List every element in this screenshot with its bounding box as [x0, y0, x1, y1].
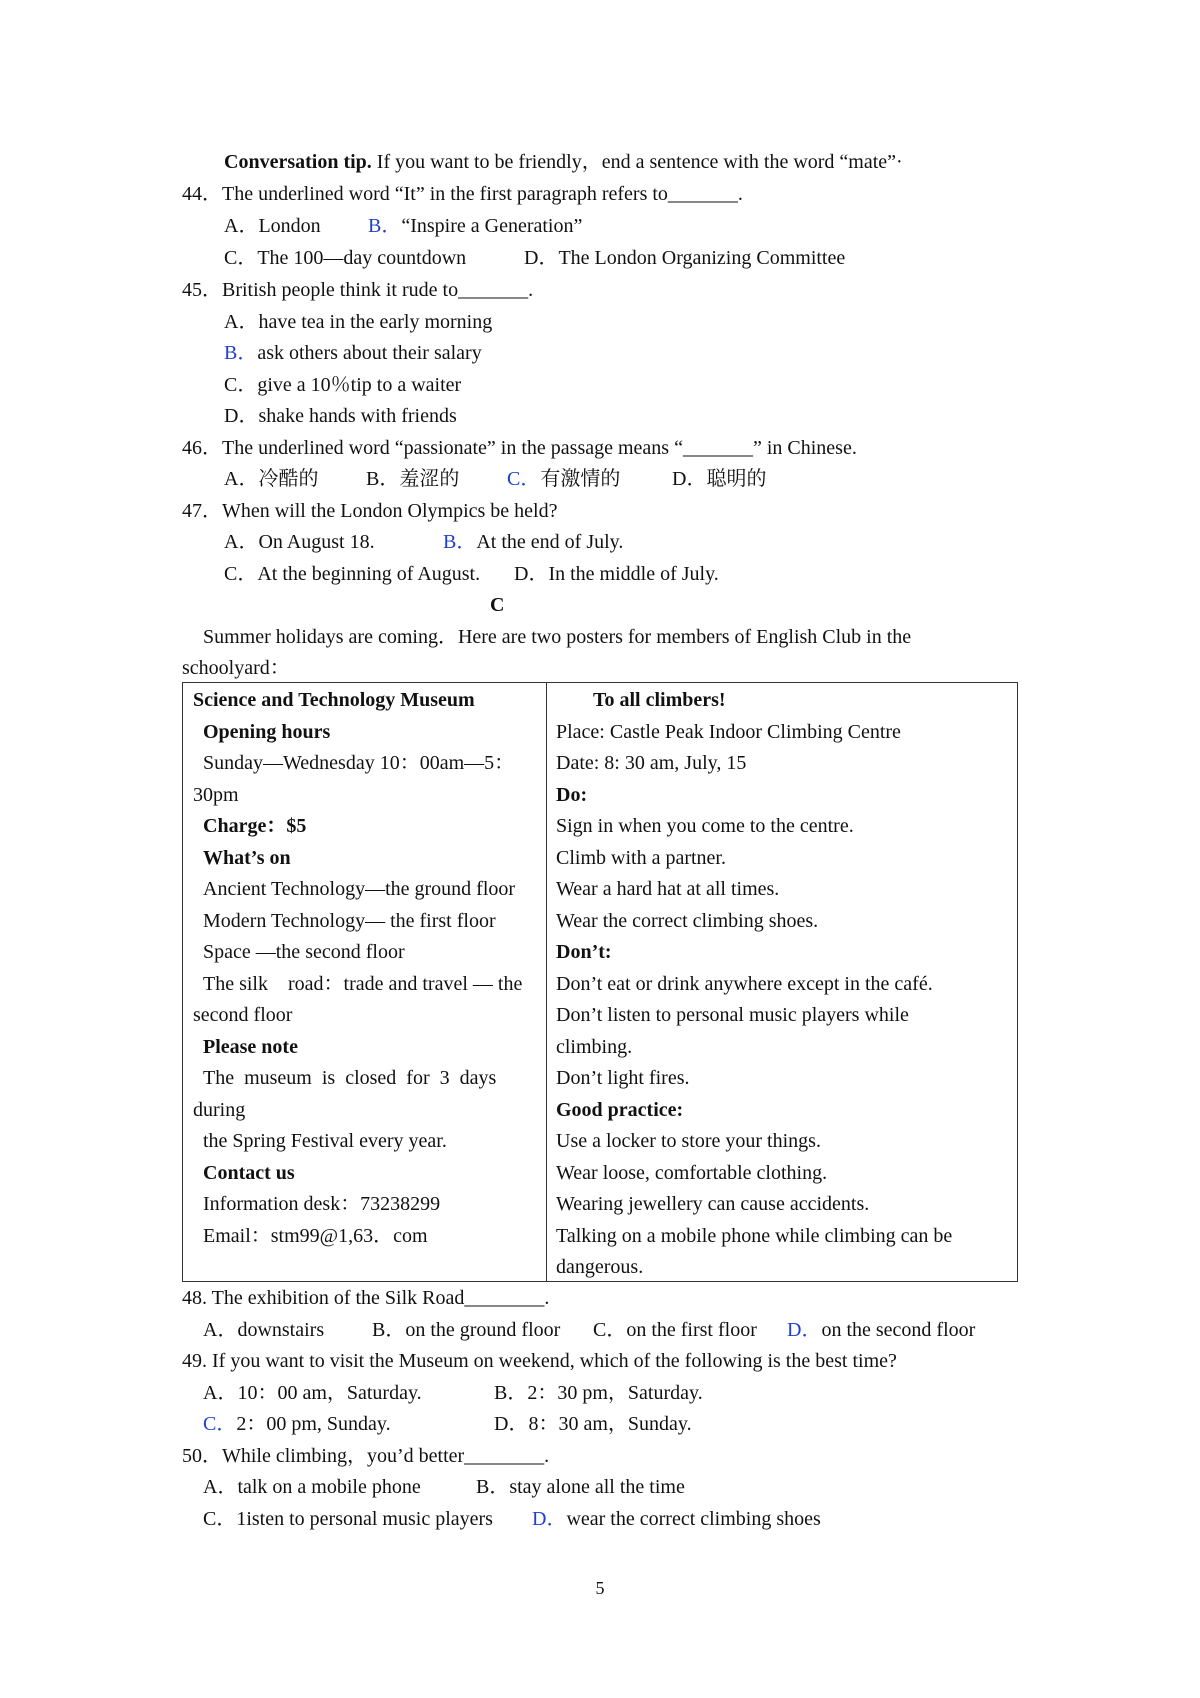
answer-letter: B．: [368, 215, 402, 237]
question-46: [182, 434, 857, 462]
question-stem: When will the London Olympics be held?: [222, 500, 558, 522]
whats-on-label: What’s on: [203, 847, 291, 869]
option-text: At the end of July.: [476, 531, 624, 553]
q50-option-a: A．talk on a mobile phone: [203, 1476, 421, 1498]
option-text: wear the correct climbing shoes: [566, 1508, 821, 1530]
do-item: Wear the correct climbing shoes.: [556, 910, 819, 932]
q45-option-c: C．give a 10％tip to a waiter: [224, 374, 462, 396]
climbing-date: Date: 8: 30 am, July, 15: [556, 752, 747, 774]
answer-letter: D．: [787, 1319, 822, 1341]
q47-option-b: [443, 528, 623, 556]
question-47: [182, 497, 557, 525]
exhibit-silk-road-cont: second floor: [193, 1004, 293, 1026]
do-item: Wear a hard hat at all times.: [556, 878, 780, 900]
option-text: 有激情的: [540, 468, 621, 490]
question-number: 46．: [182, 437, 222, 459]
dont-label: Don’t:: [556, 941, 612, 963]
good-practice-item: Wearing jewellery can cause accidents.: [556, 1193, 870, 1215]
q45-option-b: [224, 339, 482, 367]
please-note-label: Please note: [203, 1036, 298, 1058]
q49-option-b: B．2：30 pm，Saturday.: [494, 1382, 703, 1404]
note-text: The museum is closed for 3 days: [203, 1067, 497, 1089]
good-practice-item: Use a locker to store your things.: [556, 1130, 821, 1152]
question-50: 50．While climbing，you’d better________.: [182, 1445, 550, 1467]
q44-option-c: C．The 100—day countdown: [224, 247, 467, 269]
contact-label: Contact us: [203, 1162, 295, 1184]
table-divider: [546, 683, 547, 1281]
q46-option-d: D．聪明的: [672, 468, 767, 490]
question-stem: British people think it rude to_______.: [222, 279, 534, 301]
q49-option-d: D．8：30 am，Sunday.: [494, 1413, 692, 1435]
note-text-end: the Spring Festival every year.: [203, 1130, 447, 1152]
question-48: 48. The exhibition of the Silk Road________.: [182, 1287, 550, 1309]
dont-item: Don’t light fires.: [556, 1067, 690, 1089]
q44-option-a: A．London: [224, 215, 321, 237]
dont-item: Don’t listen to personal music players while: [556, 1004, 909, 1026]
q46-option-a: A．冷酷的: [224, 468, 319, 490]
q46-option-c: [507, 465, 620, 493]
question-44: [182, 180, 743, 208]
q48-option-a: A．downstairs: [203, 1319, 325, 1341]
note-text-cont: during: [193, 1099, 246, 1121]
q49-option-c: [203, 1410, 391, 1438]
info-desk: Information desk：73238299: [203, 1193, 441, 1215]
answer-letter: C．: [203, 1413, 237, 1435]
opening-hours: Sunday—Wednesday 10：00am—5：: [203, 752, 515, 774]
do-item: Climb with a partner.: [556, 847, 726, 869]
exhibit-ancient: Ancient Technology—the ground floor: [203, 878, 516, 900]
charge: Charge：$5: [203, 815, 307, 837]
tip-text: If you want to be friendly，end a sentence with the word “mate”·: [376, 151, 903, 173]
option-text: ask others about their salary: [257, 342, 482, 364]
q48-option-b: B．on the ground floor: [372, 1319, 561, 1341]
section-intro: Summer holidays are coming．Here are two posters for members of English Club in the: [203, 626, 912, 648]
q50-option-d: [532, 1505, 821, 1533]
exhibit-modern: Modern Technology— the first floor: [203, 910, 496, 932]
section-intro-cont: schoolyard：: [182, 657, 290, 679]
good-practice-label: Good practice:: [556, 1099, 684, 1121]
answer-letter: B．: [443, 531, 477, 553]
q45-option-a: A．have tea in the early morning: [224, 311, 493, 333]
good-practice-item: Talking on a mobile phone while climbing can be: [556, 1225, 953, 1247]
section-heading: C: [490, 594, 505, 616]
climbing-place: Place: Castle Peak Indoor Climbing Centre: [556, 721, 901, 743]
posters-table: [182, 682, 1018, 1282]
do-label: Do:: [556, 784, 588, 806]
q46-option-b: B．羞涩的: [366, 468, 460, 490]
option-text: on the second floor: [821, 1319, 976, 1341]
dont-item-cont: climbing.: [556, 1036, 633, 1058]
q47-option-d: D．In the middle of July.: [514, 563, 719, 585]
question-number: 45．: [182, 279, 222, 301]
good-practice-item: Wear loose, comfortable clothing.: [556, 1162, 828, 1184]
answer-letter: B．: [224, 342, 258, 364]
answer-letter: D．: [532, 1508, 567, 1530]
do-item: Sign in when you come to the centre.: [556, 815, 854, 837]
exhibit-silk-road: The silk road：trade and travel — the: [203, 973, 523, 995]
opening-hours-cont: 30pm: [193, 784, 239, 806]
q44-option-d: D．The London Organizing Committee: [524, 247, 846, 269]
q49-option-a: A．10：00 am，Saturday.: [203, 1382, 422, 1404]
email: Email：stm99@1,63．com: [203, 1225, 428, 1247]
q50-option-b: B．stay alone all the time: [476, 1476, 685, 1498]
answer-letter: C．: [507, 468, 541, 490]
q47-option-a: A．On August 18.: [224, 531, 375, 553]
option-text: “Inspire a Generation”: [401, 215, 583, 237]
q48-option-c: C．on the first floor: [593, 1319, 757, 1341]
dont-item: Don’t eat or drink anywhere except in the café.: [556, 973, 933, 995]
good-practice-item-cont: dangerous.: [556, 1256, 644, 1278]
question-number: 47．: [182, 500, 222, 522]
question-number: 44．: [182, 183, 222, 205]
conversation-tip: [224, 148, 903, 176]
option-text: 2：00 pm, Sunday.: [236, 1413, 391, 1435]
q48-option-d: [787, 1316, 975, 1344]
question-49: 49. If you want to visit the Museum on weekend, which of the following is the best time?: [182, 1350, 897, 1372]
page-number: 5: [595, 1578, 605, 1598]
exhibit-space: Space —the second floor: [203, 941, 405, 963]
opening-hours-label: Opening hours: [203, 721, 331, 743]
q47-option-c: C．At the beginning of August.: [224, 563, 481, 585]
question-stem: The underlined word “It” in the first paragraph refers to_______.: [222, 183, 743, 205]
q45-option-d: D．shake hands with friends: [224, 405, 457, 427]
museum-title: Science and Technology Museum: [193, 689, 475, 711]
q44-option-b: [368, 212, 582, 240]
question-45: [182, 276, 533, 304]
climbing-title: To all climbers!: [593, 689, 726, 711]
tip-label: Conversation tip.: [224, 151, 372, 173]
q50-option-c: C．1isten to personal music players: [203, 1508, 493, 1530]
question-stem: The underlined word “passionate” in the passage means “_______” in Chinese.: [222, 437, 857, 459]
